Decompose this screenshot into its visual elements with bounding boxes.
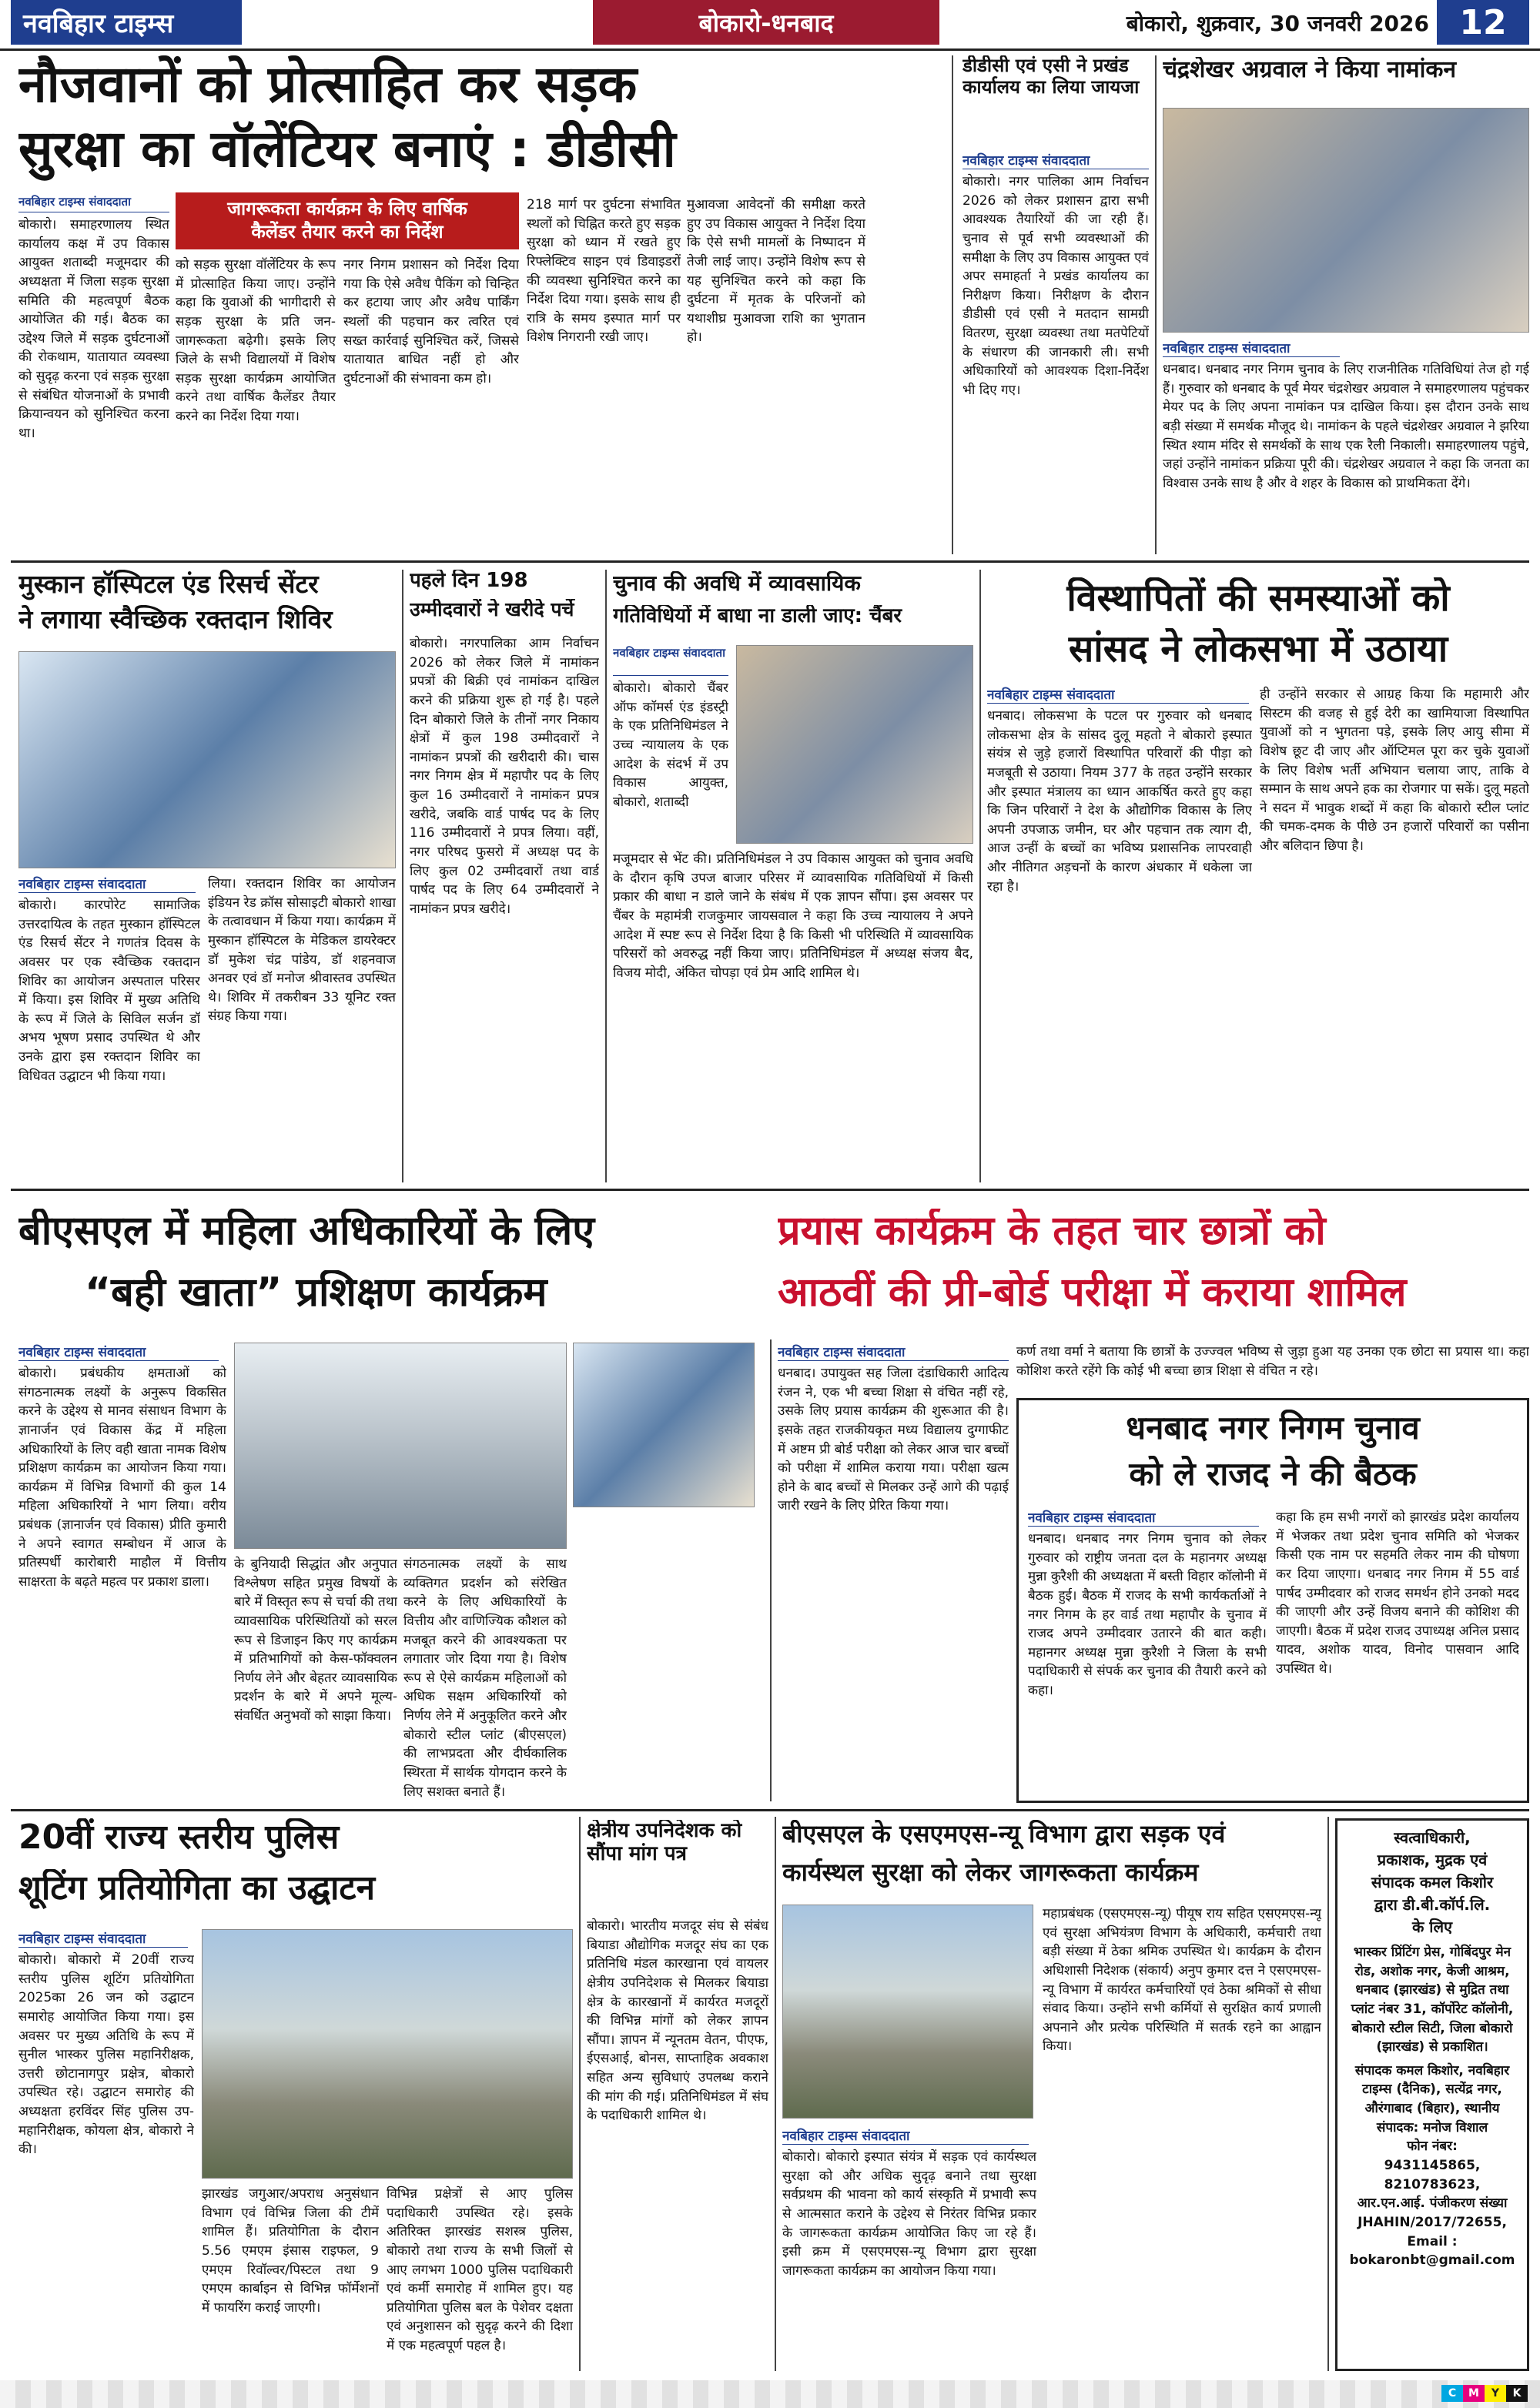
- cmyk-black-mark: K: [1506, 2385, 1528, 2402]
- police-headline-line2: शूटिंग प्रतियोगिता का उद्घाटन: [18, 1869, 376, 1908]
- nomination-headline: चंद्रशेखर अग्रवाल ने किया नामांकन: [1163, 57, 1457, 83]
- mp-body-col2: ही उन्होंने सरकार से आग्रह किया कि महामारी और सिस्टम की वजह से हुई देरी का खामियाजा विस्थापित युवाओं को न भुगतना पड़े, इसके लिए आयु सीमा में विशेष छूट दी जाए और ऑप्टिमल पूरा कर चुके युवाओं के लिए विशेष भर्ती अभियान चलाया जाए, ताकि वे सम्मान के साथ अपने हक का रोजगार पा सकें। दुलू महतो ने सदन में भावुक शब्दों में कहा कि बोकारो स्टील प्लांट की चमक-दमक के पीछे उन हजारों परिवारों का पसीना और बलिदान छिपा है।: [1260, 687, 1529, 855]
- hospital-headline-line1: मुस्कान हॉस्पिटल एंड रिसर्च सेंटर: [18, 570, 319, 599]
- imprint-email-label: Email :: [1407, 2233, 1458, 2249]
- chamber-byline: नवबिहार टाइम्स संवाददाता: [613, 645, 728, 676]
- count-headline-line1: पहले दिन 198: [410, 570, 528, 592]
- lead-body-col1: बोकारो। समाहरणालय स्थित कार्यालय कक्ष में उप विकास आयुक्त शताब्दी मजूमदार की अध्यक्षता में जिला सड़क सुरक्षा समिति की महत्वपूर्ण बैठक आयोजित की गई। बैठक का उद्देश्य जिले में सड़क दुर्घटनाओं की रोकथाम, यातायात व्यवस्था को सुदृढ़ करना एवं सड़क सुरक्षा से संबंधित योजनाओं के प्रभावी क्रियान्वयन को सुनिश्चित करना था।: [18, 217, 169, 442]
- nomination-byline: नवबिहार टाइम्स संवाददाता: [1163, 339, 1340, 357]
- ddc-headline: डीडीसी एवं एसी ने प्रखंड कार्यालय का लिया जायजा: [962, 55, 1140, 98]
- hospital-body-col1: बोकारो। कारपोरेट सामाजिक उत्तरदायित्व के तहत मुस्कान हॉस्पिटल एंड रिसर्च सेंटर ने गणतंत्र दिवस के अवसर पर एक स्वैच्छिक रक्तदान शिविर का आयोजन अस्पताल परिसर में किया। इस शिविर में मुख्य अतिथि के रूप में जिले के सिविल सर्जन डॉ अभय भूषण प्रसाद उपस्थित थे और उनके द्वारा इस रक्तदान शिविर का विधिवत उद्घाटन भी किया गया।: [18, 898, 200, 1084]
- dateline: बोकारो, शुक्रवार, 30 जनवरी 2026: [1126, 11, 1429, 36]
- imprint-line3: संपादक कमल किशोर: [1371, 1873, 1494, 1891]
- ddc-body: बोकारो। नगर पालिका आम निर्वाचन 2026 को लेकर प्रशासन द्वारा सभी आवश्यक तैयारियों की जा रही हैं। चुनाव से पूर्व सभी व्यवस्थाओं की समीक्षा के लिए उप विकास आयुक्त एवं अपर समाहर्ता ने प्रखंड कार्यालय का निरीक्षण किया। निरीक्षण के दौरान डीडीसी एवं एसी ने मतदान सामग्री वितरण, सुरक्षा व्यवस्था तथा मतपेटियों के संधारण की जानकारी ली। सभी अधिकारियों को आवश्यक दिशा-निर्देश भी दिए गए।: [962, 174, 1149, 399]
- cmyk-cyan-mark: C: [1441, 2385, 1463, 2402]
- newspaper-brand: नवबिहार टाइम्स: [11, 0, 242, 45]
- safety-photo: [782, 1905, 1033, 2119]
- union-body: बोकारो। भारतीय मजदूर संघ से संबंध बियाडा औद्योगिक मजदूर संघ का एक प्रतिनिधि मंडल कारखाना एवं वायलर क्षेत्रीय उपनिदेशक से मिलकर बियाडा क्षेत्र के कारखानों में कार्यरत मजदूरों की विभिन्न मांगों को लेकर ज्ञापन सौंपा। ज्ञापन में न्यूनतम वेतन, पीएफ, ईएसआई, बोनस, साप्ताहिक अवकाश सहित अन्य सुविधाएं उपलब्ध कराने की मांग की गई। प्रतिनिधिमंडल में संघ के पदाधिकारी शामिल थे।: [587, 1918, 768, 2124]
- lead-headline-line2: सुरक्षा का वॉलेंटियर बनाएं : डीडीसी: [18, 120, 676, 179]
- section-divider: [11, 1189, 1529, 1191]
- cmyk-magenta-mark: M: [1463, 2385, 1485, 2402]
- hospital-byline: नवबिहार टाइम्स संवाददाता: [18, 875, 196, 893]
- column-divider: [1155, 55, 1157, 554]
- lead-kicker-line2: कैलेंडर तैयार करने का निर्देश: [251, 221, 444, 242]
- mp-byline: नवबिहार टाइम्स संवाददाता: [987, 685, 1249, 704]
- safety-headline-line1: बीएसएल के एसएमएस-न्यू विभाग द्वारा सड़क एवं: [782, 1820, 1226, 1848]
- imprint-line1: स्वत्वाधिकारी,: [1394, 1828, 1471, 1847]
- safety-byline: नवबिहार टाइम्स संवाददाता: [782, 2126, 1029, 2145]
- bsl-women-body-col2: के बुनियादी सिद्धांत और अनुपात विश्लेषण सहित प्रमुख विषयों के बारे में विस्तृत रूप से चर्चा की तथा व्यावसायिक परिस्थितियों को सरल रूप से डिजाइन किए गए कार्यक्रम में प्रतिभागियों को केस-फॉक्वलन निर्णय लेने और बेहतर व्यावसायिक प्रदर्शन के बारे में अपने मूल्य-संवर्धित अनुभवों को साझा किया।: [234, 1557, 397, 1724]
- prayas-headline-line1: प्रयास कार्यक्रम के तहत चार छात्रों को: [778, 1209, 1326, 1254]
- safety-headline-line2: कार्यस्थल सुरक्षा को लेकर जागरूकता कार्यक्रम: [782, 1858, 1199, 1887]
- lead-body-col4: 218 मार्ग पर दुर्घटना संभावित स्थलों को चिह्नित करते हुए सड़क सुरक्षा को ध्यान में रखते हुए रिफ्लेक्टिव साइन एवं डिवाइडरों की व्यवस्था सुनिश्चित करने का निर्देश दिया गया। इसके साथ ही रात्रि के समय इस्पात मार्ग पर विशेष निगरानी रखी जाए।: [527, 197, 681, 346]
- bsl-women-photo: [234, 1343, 567, 1549]
- safety-body-col1: बोकारो। बोकारो इस्पात संयंत्र में सड़क एवं कार्यस्थल सुरक्षा को और अधिक सुदृढ़ बनाने तथा सुरक्षा सर्वप्रथम की भावना को कार्य संस्कृति में प्रभावी रूप से आत्मसात कराने के उद्देश्य से निरंतर विभिन्न प्रकार के जागरूकता कार्यक्रम आयोजित किए जा रहे हैं। इसी क्रम में एसएमएस-न्यू विभाग द्वारा सुरक्षा जागरूकता कार्यक्रम का आयोजन किया गया।: [782, 2149, 1036, 2279]
- imprint-phone2: 8210783623,: [1384, 2176, 1481, 2192]
- imprint-reg-label: आर.एन.आई. पंजीकरण संख्या: [1357, 2196, 1508, 2212]
- column-divider: [775, 1817, 776, 2371]
- count-body: बोकारो। नगरपालिका आम निर्वाचन 2026 को लेकर जिले में नामांकन प्रपत्रों की बिक्री एवं नामांकन दाखिल करने की प्रक्रिया शुरू हो गई है। पहले दिन बोकारो जिले के तीनों नगर निकाय क्षेत्रों में कुल 198 उम्मीदवारों ने नामांकन प्रपत्रों की खरीदारी की। चास नगर निगम क्षेत्र में महापौर पद के लिए कुल 16 उम्मीदवारों ने नामांकन प्रपत्र खरीदे, जबकि वार्ड पार्षद पद के लिए 116 उम्मीदवारों ने प्रपत्र लिया। वहीं, नगर परिषद फुसरो में अध्यक्ष पद के लिए कुल 02 उम्मीदवारों तथा वार्ड पार्षद पद के लिए 64 उम्मीदवारों ने नामांकन प्रपत्र खरीदे।: [410, 636, 599, 917]
- rjd-headline-line2: को ले राजद ने की बैठक: [1129, 1456, 1417, 1493]
- rjd-body-col1: धनबाद। धनबाद नगर निगम चुनाव को लेकर गुरुवार को राष्ट्रीय जनता दल के महानगर अध्यक्ष मुन्ना कुरैशी की अध्यक्षता में बस्ती विहार कॉलोनी में बैठक हुई। बैठक में राजद के सभी कार्यकर्ताओं ने नगर निगम के हर वार्ड तथा महापौर के चुनाव में राजद अपने उम्मीदवार उतारने की बात कही। महानगर अध्यक्ष मुन्ना कुरैशी ने जिला के सभी पदाधिकारी से संपर्क कर चुनाव की तैयारी करने को कहा।: [1028, 1531, 1267, 1699]
- chamber-photo: [736, 645, 973, 844]
- chamber-headline-line1: चुनाव की अवधि में व्यावसायिक: [613, 571, 861, 596]
- column-divider: [605, 570, 607, 1182]
- police-body-col3: विभिन्न प्रक्षेत्रों से आए पुलिस पदाधिकारी उपस्थित रहे। इसके अतिरिक्त झारखंड सशस्त्र पुलिस, बोकारो तथा राज्य के सभी जिलों से आए लगभग 1000 पुलिस पदाधिकारी एवं कर्मी समारोह में शामिल हुए। यह प्रतियोगिता पुलिस बल के पेशेवर दक्षता एवं अनुशासन को सुदृढ़ करने की दिशा में एक महत्वपूर्ण पहल है।: [387, 2186, 573, 2354]
- imprint-line2: प्रकाशक, मुद्रक एवं: [1377, 1851, 1488, 1869]
- imprint-address: भास्कर प्रिंटिंग प्रेस, गोबिंदपुर मेन रोड, अशोक नगर, केजी आश्रम, धनबाद (झारखंड) से मुद्रित तथा प्लांट नंबर 31, कॉर्पोरेट कॉलोनी, बोकारो स्टील सिटी, जिला बोकारो (झारखंड) से प्रकाशित।: [1351, 1945, 1514, 2055]
- hospital-photo: [18, 651, 396, 868]
- mp-body-col1: धनबाद। लोकसभा के पटल पर गुरुवार को धनबाद लोकसभा क्षेत्र के सांसद दुलू महतो ने बोकारो इस्पात संयंत्र से जुड़े हजारों विस्थापित परिवारों की पीड़ा को मजबूती से उठाया। नियम 377 के तहत उन्होंने सरकार और इस्पात मंत्रालय का ध्यान आकर्षित करते हुए कहा कि जिन परिवारों ने देश के औद्योगिक विकास के लिए अपनी उपजाऊ जमीन, घर और पहचान तक त्याग दी, आज उन्हीं के बच्चों का भविष्य प्रशासनिक लापरवाही और नीतिगत अड़चनों के कारण अंधकार में धकेला जा रहा है।: [987, 708, 1252, 895]
- column-divider: [1327, 1817, 1329, 2371]
- lead-headline-line1: नौजवानों को प्रोत्साहित कर सड़क: [18, 55, 638, 114]
- police-photo: [202, 1929, 573, 2179]
- police-byline: नवबिहार टाइम्स संवाददाता: [18, 1929, 188, 1948]
- print-margin-strip: [0, 2380, 1540, 2408]
- imprint-email: bokaronbt@gmail.com: [1349, 2252, 1515, 2269]
- section-divider: [11, 560, 1529, 563]
- police-body-col1: बोकारो। बोकारो में 20वीं राज्य स्तरीय पुलिस शूटिंग प्रतियोगिता 2025का 26 जन को उद्घाटन समारोह आयोजित किया गया। इस अवसर पर मुख्य अतिथि के रूप में सुनील भास्कर पुलिस महानिरीक्षक, उत्तरी छोटानागपुर प्रक्षेत्र, बोकारो उपस्थित रहे। उद्घाटन समारोह की अध्यक्षता हरविंदर सिंह पुलिस उप-महानिरीक्षक, कोयला क्षेत्र, बोकारो ने की।: [18, 1952, 194, 2158]
- cmyk-yellow-mark: Y: [1485, 2385, 1506, 2402]
- ddc-byline: नवबिहार टाइम्स संवाददाता: [962, 151, 1149, 169]
- chamber-intro: बोकारो। बोकारो चैंबर ऑफ कॉमर्स एंड इंडस्ट्री के एक प्रतिनिधिमंडल ने उच्च न्यायालय के एक आदेश के संदर्भ में उप विकास आयुक्त, बोकारो, शताब्दी: [613, 681, 728, 810]
- union-headline: क्षेत्रीय उपनिदेशक को सौंपा मांग पत्र: [587, 1820, 742, 1865]
- nomination-photo: [1163, 108, 1529, 333]
- bsl-women-body-col1: बोकारो। प्रबंधकीय क्षमताओं को संगठनात्मक लक्ष्यों के अनुरूप विकसित करने के उद्देश्य से मानव संसाधन विभाग के ज्ञानार्जन एवं विकास केंद्र में महिला अधिकारियों के लिए वही खाता नामक विशेष प्रशिक्षण कार्यक्रम का आयोजन किया गया। कार्यक्रम में विभिन्न विभागों की कुल 14 महिला अधिकारियों ने भाग लिया। वरीय प्रबंधक (ज्ञानार्जन एवं विकास) प्रीति कुमारी ने अपने स्वागत सम्बोधन में आज के प्रतिस्पर्धी कारोबारी माहौल में वित्तीय साक्षरता के बढ़ते महत्व पर प्रकाश डाला।: [18, 1366, 226, 1590]
- hospital-headline-line2: ने लगाया स्वैच्छिक रक्तदान शिविर: [18, 605, 333, 634]
- count-headline-line2: उम्मीदवारों ने खरीदे पर्चे: [410, 599, 574, 620]
- chamber-headline-line2: गतिविधियों में बाधा ना डाली जाए: चैंबर: [613, 605, 902, 627]
- prayas-byline: नवबिहार टाइम्स संवाददाता: [778, 1343, 1009, 1361]
- mp-headline-line1: विस्थापितों की समस्याओं को: [1066, 577, 1450, 620]
- column-divider: [952, 55, 953, 554]
- bsl-women-headline-line1: बीएसएल में महिला अधिकारियों के लिए: [18, 1209, 594, 1254]
- bsl-women-speaker-photo: [573, 1343, 755, 1507]
- imprint-line5: के लिए: [1411, 1918, 1453, 1936]
- bsl-women-byline: नवबिहार टाइम्स संवाददाता: [18, 1343, 219, 1361]
- rjd-body-col2: कहा कि हम सभी नगरों को झारखंड प्रदेश कार्यालय में भेजकर तथा प्रदेश चुनाव समिति को भेजकर किसी एक नाम पर सहमति लेकर नाम की घोषणा कर दिया जाएगा। धनबाद नगर निगम में 55 वार्ड पार्षद उम्मीदवार को राजद समर्थन होने उनको मदद की जाएगी और उन्हें विजय बनाने की कोशिश की जाएगी। बैठक में प्रदेश राजद उपाध्यक्ष अनिल प्रसाद यादव, अशोक यादव, विनोद पासवान आदि उपस्थित थे।: [1276, 1510, 1519, 1677]
- police-body-col2: झारखंड जगुआर/अपराध अनुसंधान विभाग एवं विभिन्न जिला की टीमें शामिल हैं। प्रतियोगिता के दौरान 5.56 एमएम इंसास राइफल, 9 एमएम रिवॉल्वर/पिस्टल तथा 9 एमएम कार्बाइन से विभिन्न फॉर्मेशनों में फायरिंग कराई जाएगी।: [202, 2186, 379, 2316]
- rjd-box: [1016, 1398, 1529, 1803]
- column-divider: [979, 570, 981, 1182]
- prayas-body: धनबाद। उपायुक्त सह जिला दंडाधिकारी आदित्य रंजन ने, एक भी बच्चा शिक्षा से वंचित नहीं रहे, उसके लिए प्रयास कार्यक्रम की शुरूआत की है। इसके तहत राजकीयकृत मध्य विद्यालय दुग्गाफीट में अष्टम प्री बोर्ड परीक्षा को लेकर आज चार बच्चों को परीक्षा में शामिल कराया गया। परीक्षा खत्म होने के बाद बच्चों से मिलकर उन्हें आगे की पढ़ाई जारी रखने के लिए प्रेरित किया गया।: [778, 1366, 1009, 1514]
- nomination-body: धनबाद। धनबाद नगर निगम चुनाव के लिए राजनीतिक गतिविधियां तेज हो गई हैं। गुरुवार को धनबाद के पूर्व मेयर चंद्रशेखर अग्रवाल ने समाहरणालय पहुंचकर मेयर पद के लिए अपना नामांकन पत्र दाखिल किया। इस दौरान उनके साथ बड़ी संख्या में समर्थक मौजूद थे। नामांकन के पहले चंद्रशेखर अग्रवाल ने झरिया स्थित श्याम मंदिर से समर्थकों के साथ एक रैली निकाली। समाहरणालय पहुंचे, जहां उन्होंने नामांकन प्रक्रिया पूरी की। चंद्रशेखर अग्रवाल ने कहा कि जनता का विश्वास उनके साथ है और वे शहर के विकास को प्राथमिकता देंगे।: [1163, 362, 1529, 491]
- lead-body-col5: मुआवजा आवेदनों की समीक्षा करते हुए उप विकास आयुक्त ने निर्देश दिया कि ऐसे सभी मामलों के निष्पादन में तेजी लाई जाए। उन्होंने विशेष रूप से यह सुनिश्चित करने को कहा कि दुर्घटना में मृतक के परिजनों को यथाशीघ्र मुआवजा राशि का भुगतान हो।: [687, 197, 865, 346]
- chamber-body: मजूमदार से भेंट की। प्रतिनिधिमंडल ने उप विकास आयुक्त को चुनाव अवधि के दौरान कृषि उपज बाजार परिसर में व्यावसायिक गतिविधियों में किसी प्रकार की बाधा न डाले जाने के संबंध में एक ज्ञापन सौंपा। इस अवसर पर चैंबर के महामंत्री राजकुमार जायसवाल ने कहा कि उच्च न्यायालय ने अपने आदेश में स्पष्ट रूप से निर्देश दिया है कि किसी भी परिस्थिति में व्यावसायिक परिसरों को अवरुद्ध नहीं किया जाए। प्रतिनिधिमंडल में अध्यक्ष संजय बैद, विजय मोदी, अंकित चोपड़ा एवं प्रेम आदि शामिल थे।: [613, 851, 973, 981]
- page-number: 12: [1437, 0, 1529, 45]
- rjd-headline-line1: धनबाद नगर निगम चुनाव: [1126, 1410, 1420, 1446]
- rjd-byline: नवबिहार टाइम्स संवाददाता: [1028, 1508, 1259, 1527]
- hospital-body-col2: लिया। रक्तदान शिविर का आयोजन इंडियन रेड क्रॉस सोसाइटी बोकारो शाखा के तत्वावधान में किया गया। कार्यक्रम में मुस्कान हॉस्पिटल के मेडिकल डायरेक्टर डॉ मुकेश चंद्र पांडेय, डॉ शहनवाज अनवर एवं डॉ मनोज श्रीवास्तव उपस्थित थे। शिविर में तकरीबन 33 यूनिट रक्त संग्रह किया गया।: [208, 876, 396, 1025]
- column-divider: [579, 1817, 581, 2371]
- lead-body-col3: नगर निगम प्रशासन को निर्देश दिया गया कि ऐसे अवैध पैकिंग को चिन्हित कर हटाया जाए और अवैध पार्किंग स्थलों की पहचान कर त्वरित एवं सख्त कार्रवाई सुनिश्चित करें, जिससे यातायात बाधित नहीं हो और दुर्घटनाओं की संभावना कम हो।: [343, 257, 519, 386]
- column-divider: [770, 1339, 772, 1801]
- imprint-phone1: 9431145865,: [1384, 2158, 1481, 2174]
- imprint-box: [1335, 1818, 1529, 2371]
- imprint-editor: संपादक कमल किशोर, नवबिहार टाइम्स (दैनिक), सत्येंद्र नगर, औरंगाबाद (बिहार), स्थानीय संपादक: मनोज विशाल: [1354, 2062, 1510, 2135]
- lead-kicker-line1: जागरूकता कार्यक्रम के लिए वार्षिक: [227, 198, 467, 219]
- lead-byline: नवबिहार टाइम्स संवाददाता: [18, 194, 169, 212]
- column-divider: [402, 570, 403, 1182]
- lead-kicker: [176, 192, 519, 249]
- police-headline-line1: 20वीं राज्य स्तरीय पुलिस: [18, 1818, 340, 1857]
- bsl-women-headline-line2: “बही खाता” प्रशिक्षण कार्यक्रम: [85, 1270, 547, 1316]
- imprint-reg-no: JHAHIN/2017/72655,: [1358, 2214, 1507, 2230]
- lead-body-col2: को सड़क सुरक्षा वॉलेंटियर के रूप में प्रोत्साहित किया जाए। उन्होंने कहा कि युवाओं की भागीदारी से सड़क सुरक्षा के प्रति जन-जागरूकता बढ़ेगी। इसके लिए जिले के सभी विद्यालयों में विशेष सड़क सुरक्षा कार्यक्रम आयोजित करने तथा वार्षिक कैलेंडर तैयार करने का निर्देश दिया गया।: [176, 257, 336, 425]
- prayas-side-text: कर्ण तथा वर्मा ने बताया कि छात्रों के उज्ज्वल भविष्य से जुड़ा हुआ यह उनका एक छोटा सा प्रयास था। कहा कोशिश करते रहेंगे कि कोई भी बच्चा छात्र शिक्षा से वंचित न रहे।: [1016, 1344, 1529, 1379]
- mp-headline-line2: सांसद ने लोकसभा में उठाया: [1068, 628, 1448, 671]
- imprint-line4: द्वारा डी.बी.कॉर्प.लि.: [1374, 1895, 1491, 1914]
- section-divider: [11, 1809, 1529, 1811]
- section-tag: बोकारो-धनबाद: [593, 0, 939, 45]
- safety-body-col2: महाप्रबंधक (एसएमएस-न्यू) पीयूष राय सहित एसएमएस-न्यू एवं सुरक्षा अभियंत्रण विभाग के अधिकारी, कर्मचारी तथा बड़ी संख्या में ठेका श्रमिक उपस्थित थे। कार्यक्रम के दौरान अधिशासी निदेशक (संकार्य) अनुप कुमार दत्त ने एसएमएस-न्यू विभाग में कार्यरत कर्मचारियों एवं ठेका श्रमिकों से सीधा संवाद किया। उन्होंने सभी कर्मियों से सुरक्षित कार्य प्रणाली अपनाने और प्रत्येक परिस्थिति में सतर्क रहने का आह्वान किया।: [1043, 1906, 1321, 2055]
- bsl-women-body-col3: संगठनात्मक लक्ष्यों के साथ व्यक्तिगत प्रदर्शन को संरेखित करने के लिए अधिकारियों के वित्तीय और वाणिज्यिक कौशल को मजबूत करने की आवश्यकता पर लगातार जोर दिया गया है। विशेष रूप से ऐसे कार्यक्रम महिलाओं को अधिक सक्षम अधिकारियों को निर्णय लेने में अनुकूलित करने और बोकारो स्टील प्लांट (बीएसएल) की लाभप्रदता और दीर्घकालिक स्थिरता में सार्थक योगदान करने के लिए सशक्त बनाते हैं।: [403, 1557, 567, 1800]
- imprint-phone-label: फोन नंबर:: [1407, 2139, 1458, 2155]
- prayas-headline-line2: आठवीं की प्री-बोर्ड परीक्षा में कराया शामिल: [778, 1270, 1407, 1316]
